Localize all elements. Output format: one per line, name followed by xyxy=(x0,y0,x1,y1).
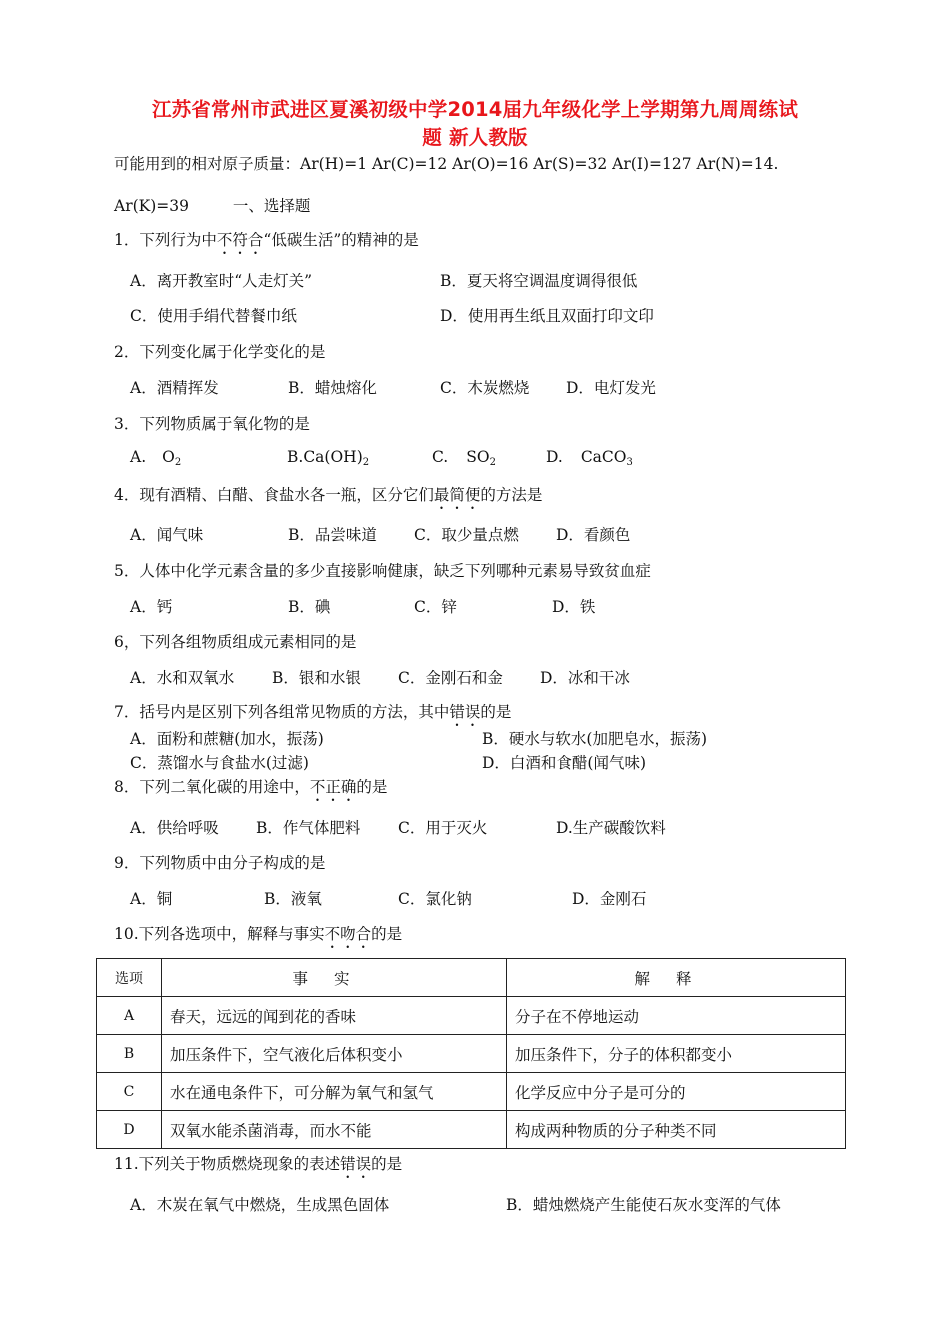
q8-option-b: B．作气体肥料 xyxy=(256,819,361,837)
q7-option-c: C．蒸馏水与食盐水(过滤) xyxy=(130,754,309,772)
row-option: A xyxy=(97,997,162,1035)
q1-option-d: D．使用再生纸且双面打印文印 xyxy=(440,307,654,325)
question-10 xyxy=(114,922,402,952)
emphasis-text: 不吻合 xyxy=(324,925,372,943)
question-10-text-end: 的是 xyxy=(371,925,403,943)
q4-option-d: D．看颜色 xyxy=(556,526,631,544)
q1-option-a: A．离开教室时“人走灯关” xyxy=(130,272,313,290)
q8-option-a: A．供给呼吸 xyxy=(130,819,219,837)
question-11 xyxy=(114,1152,402,1182)
q4-option-c: C．取少量点燃 xyxy=(414,526,519,544)
q2-option-a: A．酒精挥发 xyxy=(130,379,219,397)
header-option: 选项 xyxy=(97,959,162,997)
q3-option-c: C. $SO_2$ xyxy=(432,448,496,468)
atomic-mass-line-2 xyxy=(114,194,310,216)
question-7 xyxy=(114,700,511,730)
q4-option-a: A．闻气味 xyxy=(130,526,204,544)
q1-option-b: B．夏天将空调温度调得很低 xyxy=(440,272,638,290)
emphasis-text: 不正确 xyxy=(309,778,357,796)
table-row xyxy=(97,997,846,1035)
emphasis-text: 不符合 xyxy=(216,231,264,249)
title-line-2: 题 新人教版 xyxy=(422,126,528,149)
q11-option-b: B．蜡烛燃烧产生能使石灰水变浑的气体 xyxy=(506,1196,781,1214)
question-7-text-end: 的是 xyxy=(480,703,512,721)
table-header-row xyxy=(97,959,846,997)
q7-option-d: D．白酒和食醋(闻气味) xyxy=(482,754,647,772)
q5-option-c: C．锌 xyxy=(414,598,457,616)
section-heading: 一、选择题 xyxy=(232,197,311,215)
row-option: B xyxy=(97,1035,162,1073)
header-fact: 事实 xyxy=(162,959,507,997)
table-row xyxy=(97,1073,846,1111)
q6-option-b: B．银和水银 xyxy=(272,669,361,687)
q2-option-d: D．电灯发光 xyxy=(566,379,656,397)
question-1 xyxy=(114,228,419,258)
q9-option-b: B．液氧 xyxy=(264,890,322,908)
emphasis-text: 错误 xyxy=(340,1155,372,1173)
atomic-mass-k: Ar(K)=39 xyxy=(114,197,189,215)
row-fact: 水在通电条件下，可分解为氧气和氢气 xyxy=(162,1073,507,1111)
row-explanation: 加压条件下，分子的体积都变小 xyxy=(507,1035,846,1073)
document-title xyxy=(110,96,840,152)
row-explanation: 构成两种物质的分子种类不同 xyxy=(507,1111,846,1149)
question-1-text-end: “低碳生活”的精神的是 xyxy=(263,231,419,249)
row-option: C xyxy=(97,1073,162,1111)
q5-option-a: A．钙 xyxy=(130,598,173,616)
emphasis-text: 错误 xyxy=(449,703,481,721)
row-fact: 春天，远远的闻到花的香味 xyxy=(162,997,507,1035)
q8-option-c: C．用于灭火 xyxy=(398,819,488,837)
question-9: 9．下列物质中由分子构成的是 xyxy=(114,854,326,872)
question-4-text: 4．现有酒精、白醋、食盐水各一瓶，区分它们 xyxy=(114,486,434,504)
row-fact: 加压条件下，空气液化后体积变小 xyxy=(162,1035,507,1073)
q11-option-a: A．木炭在氧气中燃烧，生成黑色固体 xyxy=(130,1196,390,1214)
q3-option-a: A. $O_2$ xyxy=(130,448,182,468)
question-3: 3．下列物质属于氧化物的是 xyxy=(114,415,310,433)
title-line-1: 江苏省常州市武进区夏溪初级中学2014届九年级化学上学期第九周周练试 xyxy=(151,98,799,121)
q3-option-d: D. CaCO$_3$ xyxy=(546,448,633,468)
question-10-text: 10.下列各选项中，解释与事实 xyxy=(114,925,325,943)
q2-option-c: C．木炭燃烧 xyxy=(440,379,530,397)
row-option: D xyxy=(97,1111,162,1149)
question-2: 2．下列变化属于化学变化的是 xyxy=(114,343,326,361)
q9-option-d: D．金刚石 xyxy=(572,890,647,908)
row-explanation: 化学反应中分子是可分的 xyxy=(507,1073,846,1111)
row-fact: 双氧水能杀菌消毒，而水不能 xyxy=(162,1111,507,1149)
q5-option-d: D．铁 xyxy=(552,598,596,616)
q2-option-b: B．蜡烛熔化 xyxy=(288,379,377,397)
q5-option-b: B．碘 xyxy=(288,598,331,616)
q6-option-d: D．冰和干冰 xyxy=(540,669,630,687)
emphasis-text: 最简便 xyxy=(433,486,481,504)
q3-option-b: $B.Ca(OH)_2$ xyxy=(287,448,370,468)
question-7-text: 7．括号内是区别下列各组常见物质的方法，其中 xyxy=(114,703,450,721)
question-4 xyxy=(114,483,542,513)
row-explanation: 分子在不停地运动 xyxy=(507,997,846,1035)
comparison-table xyxy=(96,958,846,1149)
question-6: 6，下列各组物质组成元素相同的是 xyxy=(114,633,357,651)
question-4-text-end: 的方法是 xyxy=(480,486,543,504)
table-row xyxy=(97,1035,846,1073)
q9-option-a: A．铜 xyxy=(130,890,173,908)
q6-option-a: A．水和双氧水 xyxy=(130,669,235,687)
q4-option-b: B．品尝味道 xyxy=(288,526,377,544)
q6-option-c: C．金刚石和金 xyxy=(398,669,503,687)
question-8-text-end: 的是 xyxy=(356,778,388,796)
question-5: 5．人体中化学元素含量的多少直接影响健康，缺乏下列哪种元素易导致贫血症 xyxy=(114,562,651,580)
question-8-text: 8．下列二氧化碳的用途中， xyxy=(114,778,310,796)
q7-option-a: A．面粉和蔗糖(加水，振荡) xyxy=(130,730,324,748)
question-1-text: 1．下列行为中 xyxy=(114,231,217,249)
q7-option-b: B．硬水与软水(加肥皂水，振荡) xyxy=(482,730,707,748)
q1-option-c: C．使用手绢代替餐巾纸 xyxy=(130,307,297,325)
atomic-mass-line-1: 可能用到的相对原子质量：Ar(H)=1 Ar(C)=12 Ar(O)=16 Ar(S)=32 Ar(I)=127 Ar(N)=14. xyxy=(114,155,779,173)
q8-option-d: D.生产碳酸饮料 xyxy=(556,819,666,837)
header-explanation: 解释 xyxy=(507,959,846,997)
question-11-text: 11.下列关于物质燃烧现象的表述 xyxy=(114,1155,341,1173)
question-11-text-end: 的是 xyxy=(371,1155,403,1173)
q9-option-c: C．氯化钠 xyxy=(398,890,472,908)
table-row xyxy=(97,1111,846,1149)
question-8 xyxy=(114,775,387,805)
